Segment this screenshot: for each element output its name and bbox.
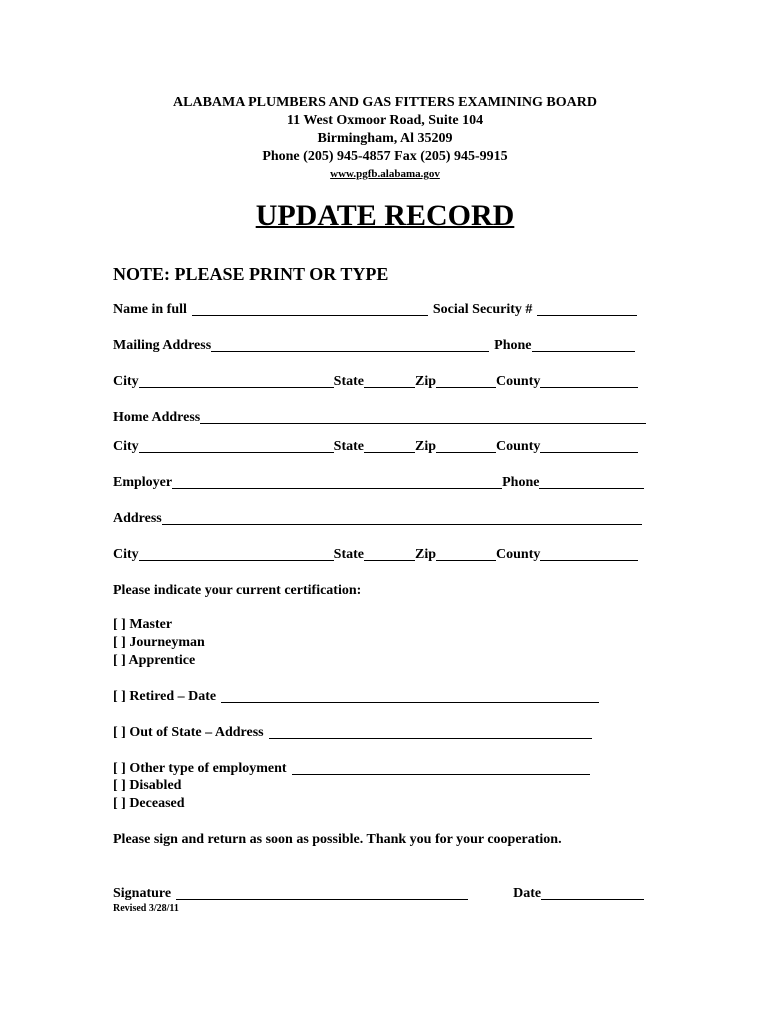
zip-field[interactable] [436, 558, 496, 561]
address-label: Address [113, 511, 162, 526]
org-name: ALABAMA PLUMBERS AND GAS FITTERS EXAMINING BOARD [173, 95, 597, 110]
ssn-label: Social Security # [432, 302, 533, 317]
city-field[interactable] [139, 558, 334, 561]
city-label: City [113, 547, 139, 562]
county-field[interactable] [540, 558, 638, 561]
form-title-text: UPDATE RECORD [255, 199, 515, 232]
state-label: State [333, 374, 364, 389]
city-row-3 [113, 545, 658, 563]
closing-text: Please sign and return as soon as possible. Thank you for your cooperation. [113, 832, 562, 847]
city-label: City [113, 439, 139, 454]
mailing-label: Mailing Address [113, 338, 212, 353]
zip-field[interactable] [436, 450, 496, 453]
retired-date-field[interactable] [221, 700, 599, 703]
city-label: City [113, 374, 139, 389]
checkbox-apprentice[interactable]: [ ] Apprentice [113, 653, 196, 668]
checkbox-deceased[interactable]: [ ] Deceased [113, 796, 185, 811]
form-title [0, 198, 770, 234]
phone-label: Phone [494, 338, 532, 353]
certification-prompt: Please indicate your current certification: [113, 583, 362, 598]
state-label: State [333, 547, 364, 562]
website-link[interactable]: www.pgfb.alabama.gov [330, 168, 440, 180]
signature-label: Signature [113, 886, 172, 901]
ssn-field[interactable] [537, 313, 637, 316]
signature-row [113, 884, 658, 902]
print-note: NOTE: PLEASE PRINT OR TYPE [113, 264, 389, 284]
revision-note: Revised 3/28/11 [113, 903, 179, 914]
zip-label: Zip [415, 439, 437, 454]
county-label: County [496, 439, 541, 454]
zip-field[interactable] [436, 385, 496, 388]
checkbox-retired[interactable]: [ ] Retired – Date [113, 689, 217, 704]
state-field[interactable] [364, 558, 415, 561]
checkbox-journeyman[interactable]: [ ] Journeyman [113, 635, 205, 650]
checkbox-other-employment[interactable]: [ ] Other type of employment [113, 761, 287, 776]
name-label: Name in full [113, 302, 187, 317]
other-employment-field[interactable] [292, 772, 590, 775]
home-label: Home Address [113, 410, 201, 425]
date-label: Date [513, 886, 542, 901]
zip-label: Zip [415, 547, 437, 562]
county-label: County [496, 547, 541, 562]
county-label: County [496, 374, 541, 389]
home-row [113, 408, 658, 426]
signature-field[interactable] [176, 897, 468, 900]
address-line-2: Birmingham, Al 35209 [317, 131, 453, 146]
city-row-1 [113, 372, 658, 390]
checkbox-disabled[interactable]: [ ] Disabled [113, 778, 182, 793]
employer-phone-field[interactable] [539, 486, 644, 489]
employer-address-row [113, 509, 658, 527]
address-line-1: 11 West Oxmoor Road, Suite 104 [286, 113, 484, 128]
letterhead [0, 94, 770, 182]
state-field[interactable] [364, 450, 415, 453]
employer-address-field[interactable] [162, 522, 642, 525]
phone-label: Phone [502, 475, 540, 490]
date-field[interactable] [541, 897, 644, 900]
phone-field[interactable] [532, 349, 635, 352]
city-field[interactable] [139, 450, 334, 453]
checkbox-out-of-state[interactable]: [ ] Out of State – Address [113, 725, 264, 740]
state-field[interactable] [364, 385, 415, 388]
mailing-row [113, 336, 658, 354]
zip-label: Zip [415, 374, 437, 389]
employer-label: Employer [113, 475, 173, 490]
name-field[interactable] [192, 313, 428, 316]
checkbox-master[interactable]: [ ] Master [113, 617, 173, 632]
state-label: State [333, 439, 364, 454]
retired-row [113, 687, 658, 705]
out-of-state-address-field[interactable] [269, 736, 592, 739]
employer-row [113, 473, 658, 491]
employer-field[interactable] [172, 486, 502, 489]
city-row-2 [113, 437, 658, 455]
home-field[interactable] [200, 421, 646, 424]
name-row [113, 300, 658, 318]
county-field[interactable] [540, 385, 638, 388]
mailing-field[interactable] [211, 349, 489, 352]
city-field[interactable] [139, 385, 334, 388]
county-field[interactable] [540, 450, 638, 453]
contact-line: Phone (205) 945-4857 Fax (205) 945-9915 [262, 149, 508, 164]
out-of-state-row [113, 723, 658, 741]
other-employment-row [113, 759, 658, 777]
